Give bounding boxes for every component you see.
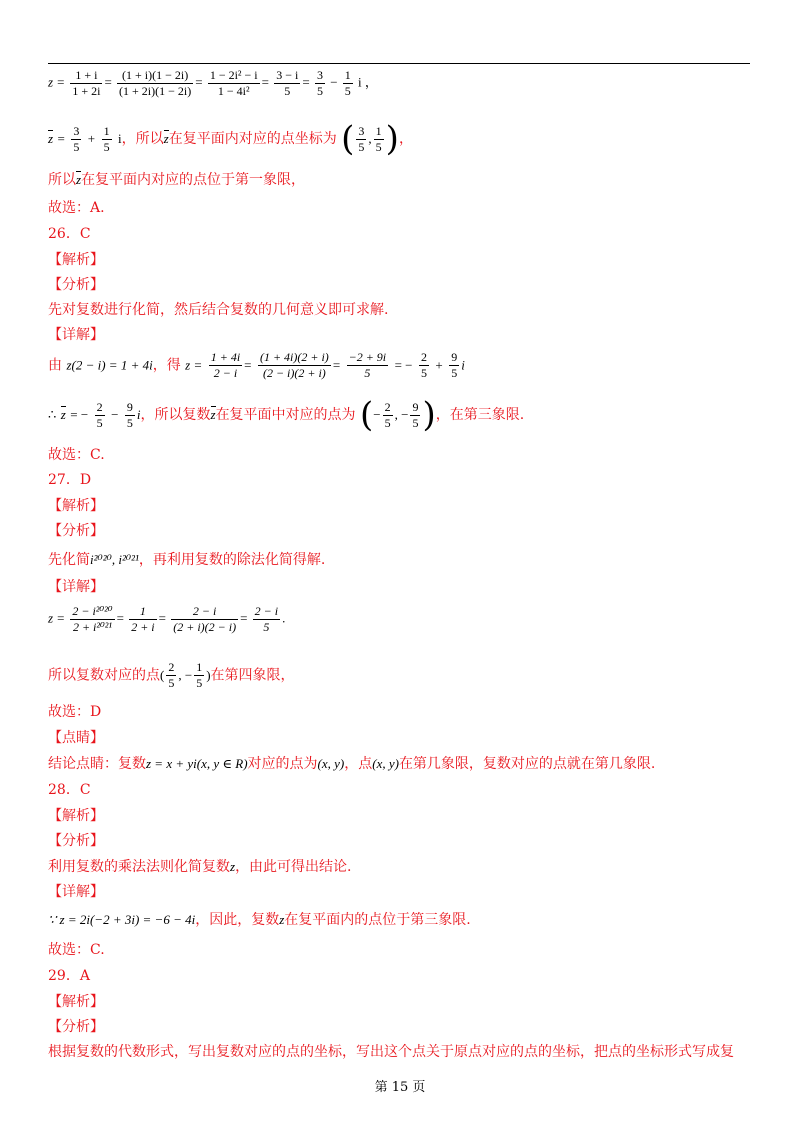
q26-answer: 26．C [48,226,91,242]
q29-answer: 29．A [48,968,90,984]
q28-equation: ∵ z = 2i(−2 + 3i) = −6 − 4i，因此，复数z在复平面内的点位于第三象限. [48,912,471,928]
q26-xiangjie-tag: 【详解】 [48,327,104,343]
q26-equation-1: 由 z(2 − i) = 1 + 4i，得 z = $\frac{1 + 4i}{2 - i}$ = $\frac{(1 + 4i)(2 + i)}{(2 - i)(2 + i)}$ = $\frac{-2 + 9i}{5}$ = − $\frac{2}{5}$ + $\frac{9}{5}$ i [48,350,465,380]
q27-choice: 故选：D [48,704,102,720]
q25-equation-2: z = $\frac{3}{5}$ + $\frac{1}{5}$ i，所以z在复平面内对应的点坐标为 ( $\frac{3}{5}$ , $\frac{1}{5}$ )， [48,119,413,159]
q27-equation: z = $\frac{\text{2 − i²⁰²⁰}}{\text{2 + i²⁰²¹}}$ = $\frac{1}{2 + i}$ = $\frac{2 - i}{(2 + i)(2 - i)}$ = $\frac{2 - i}{5}$ . [48,604,286,634]
q26-choice: 故选：C. [48,447,105,463]
q25-conclusion: 所以z在复平面内对应的点位于第一象限， [48,172,306,188]
header-rule [48,63,750,64]
q28-xiangjie-tag: 【详解】 [48,884,104,900]
q26-equation-2: ∴ z = − $\frac{2}{5}$ − $\frac{9}{5}$ i，所以复数z在复平面中对应的点为 (− $\frac{2}{5}$ , − $\frac{9}{5}$ )，在第三象限. [48,395,525,435]
q26-jiexi-tag: 【解析】 [48,252,104,268]
q26-analysis: 先对复数进行化简，然后结合复数的几何意义即可求解. [48,302,389,318]
q25-choice: 故选：A. [48,200,105,216]
q29-jiexi-tag: 【解析】 [48,994,104,1010]
q27-jiexi-tag: 【解析】 [48,498,104,514]
q27-xiangjie-tag: 【详解】 [48,579,104,595]
page-number: 第 15 页 [374,1080,426,1095]
q27-fenxi-tag: 【分析】 [48,523,104,539]
q26-fenxi-tag: 【分析】 [48,277,104,293]
q28-answer: 28．C [48,782,91,798]
q27-dianjing-tag: 【点睛】 [48,730,104,746]
q28-choice: 故选：C. [48,942,105,958]
q27-analysis: 先化简i²⁰²⁰, i²⁰²¹，再利用复数的除法化简得解. [48,552,326,568]
q29-analysis: 根据复数的代数形式，写出复数对应的点的坐标，写出这个点关于原点对应的点的坐标，把点的坐标形式写成复 [48,1044,734,1060]
q27-point-line: 所以复数对应的点( $\frac{2}{5}$ , − $\frac{1}{5}$ )在第四象限， [48,660,295,690]
q27-answer: 27．D [48,472,92,488]
q28-jiexi-tag: 【解析】 [48,808,104,824]
q25-equation-1: z = $\frac{1 + i}{1 + 2i}$ = $\frac{(1 + i)(1 - 2i)}{(1 + 2i)(1 - 2i)}$ = $\frac{\text{1 − 2i² − i}}{\text{1 − 4i²}}$ = $\frac{3 - i}{5}$ = $\frac{3}{5}$ − $\frac{1}{5}$ i ， [48,68,378,98]
q28-analysis: 利用复数的乘法法则化简复数z，由此可得出结论. [48,859,352,875]
q29-fenxi-tag: 【分析】 [48,1019,104,1035]
q28-fenxi-tag: 【分析】 [48,833,104,849]
q27-note: 结论点睛：复数z = x + yi(x, y ∈ R)对应的点为(x, y)，点(x, y)在第几象限，复数对应的点就在第几象限. [48,756,656,772]
